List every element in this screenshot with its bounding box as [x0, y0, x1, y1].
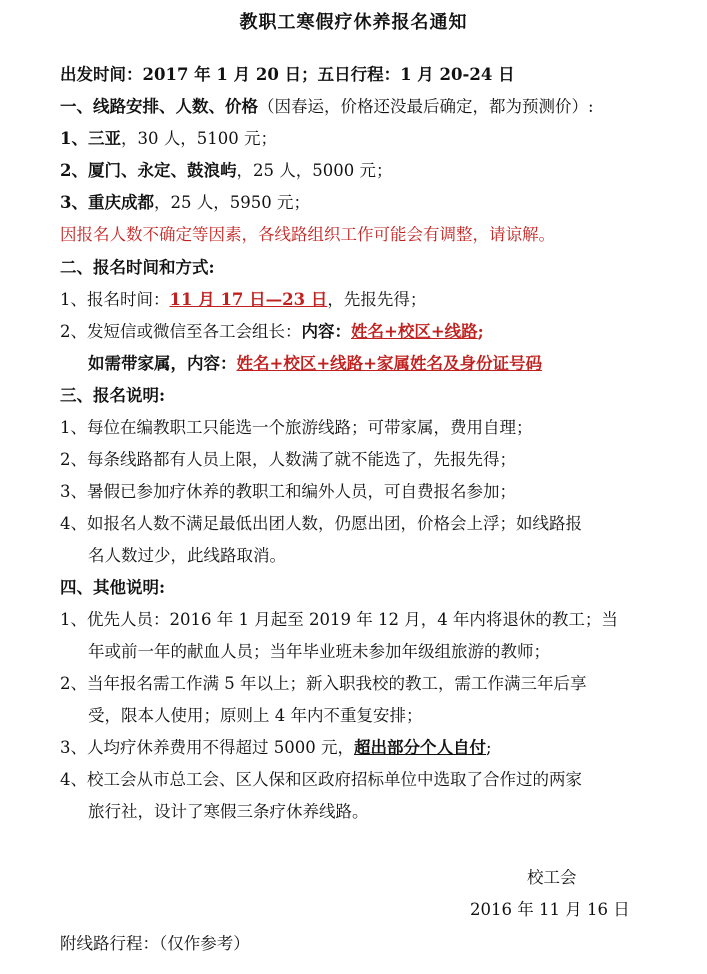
- rule-1: 1、每位在编教职工只能选一个旅游线路；可带家属，费用自理；: [60, 418, 533, 437]
- rule-4-line-2: 名人数过少，此线路取消。: [88, 546, 286, 565]
- route-1-num: 1、: [60, 129, 88, 148]
- page-title: 教职工寒假疗休养报名通知: [239, 12, 468, 33]
- family-message-content: 姓名+校区+线路+家属姓名及身份证号码: [236, 354, 542, 373]
- message-content-end: ;: [477, 322, 484, 341]
- other-3-text: 3、人均疗休养费用不得超过 5000 元，: [60, 738, 354, 757]
- section-2-heading: 二、报名时间和方式:: [60, 258, 215, 277]
- rule-2: 2、每条线路都有人员上限，人数满了就不能选了，先报先得；: [60, 450, 516, 469]
- signature-date: 2016 年 11 月 16 日: [470, 900, 630, 919]
- signup-method-label: 2、发短信或微信至各工会组长：: [60, 322, 302, 341]
- departure-line: 出发时间：2017 年 1 月 20 日；五日行程：1 月 20-24 日: [60, 65, 515, 84]
- route-1: [60, 128, 670, 150]
- other-1-line-2: 年或前一年的献血人员；当年毕业班未参加年级组旅游的教师；: [88, 642, 550, 661]
- route-3: [60, 192, 670, 214]
- other-2-line-2: 受，限本人使用；原则上 4 年内不重复安排；: [88, 706, 423, 725]
- route-2: [60, 160, 670, 182]
- section-1-heading: [60, 96, 670, 118]
- signup-date-range: 11 月 17 日—23 日: [169, 290, 328, 309]
- route-3-detail: ，25 人，5950 元；: [153, 193, 310, 212]
- signup-time: [60, 289, 670, 311]
- signup-time-label: 1、报名时间：: [60, 290, 170, 309]
- other-4-line-1: 4、校工会从市总工会、区人保和区政府招标单位中选取了合作过的两家: [60, 770, 582, 789]
- section-3-heading: 三、报名说明:: [60, 386, 166, 405]
- signup-method: [60, 321, 670, 343]
- self-pay-note: 超出部分个人自付: [353, 738, 486, 757]
- route-1-detail: ，30 人，5100 元；: [120, 129, 277, 148]
- section-4-heading: 四、其他说明:: [60, 578, 166, 597]
- route-3-name: 重庆成都: [87, 193, 154, 212]
- route-1-name: 三亚: [87, 129, 121, 148]
- family-signup-label: 如需带家属，内容：: [88, 354, 237, 373]
- attachment-note: 附线路行程：（仅作参考）: [60, 934, 250, 953]
- route-2-name: 厦门、永定、鼓浪屿: [87, 161, 237, 180]
- rule-4-line-1: 4、如报名人数不满足最低出团人数，仍愿出团，价格会上浮；如线路报: [60, 514, 582, 533]
- other-1-line-1: 1、优先人员：2016 年 1 月起至 2019 年 12 月，4 年内将退休的教工；当: [60, 610, 618, 629]
- route-2-num: 2、: [60, 161, 88, 180]
- rule-3: 3、暑假已参加疗休养的教职工和编外人员，可自费报名参加；: [60, 482, 516, 501]
- section-1-note: （因春运，价格还没最后确定，都为预测价）:: [258, 97, 594, 116]
- other-4-line-2: 旅行社，设计了寒假三条疗休养线路。: [88, 802, 369, 821]
- signup-time-note: ，先报先得；: [327, 290, 427, 309]
- route-3-num: 3、: [60, 193, 88, 212]
- other-2-line-1: 2、当年报名需工作满 5 年以上；新入职我校的教工，需工作满三年后享: [60, 674, 587, 693]
- other-3-end: ;: [485, 738, 492, 757]
- section-1-title: 一、线路安排、人数、价格: [60, 97, 258, 116]
- family-signup: [88, 353, 698, 375]
- signature-union: 校工会: [527, 868, 577, 887]
- adjustment-notice: 因报名人数不确定等因素，各线路组织工作可能会有调整，请谅解。: [60, 225, 555, 244]
- message-content: 姓名+校区+线路: [351, 322, 478, 341]
- other-3: [60, 737, 670, 759]
- content-label: 内容：: [301, 322, 351, 341]
- route-2-detail: ，25 人，5000 元；: [236, 161, 393, 180]
